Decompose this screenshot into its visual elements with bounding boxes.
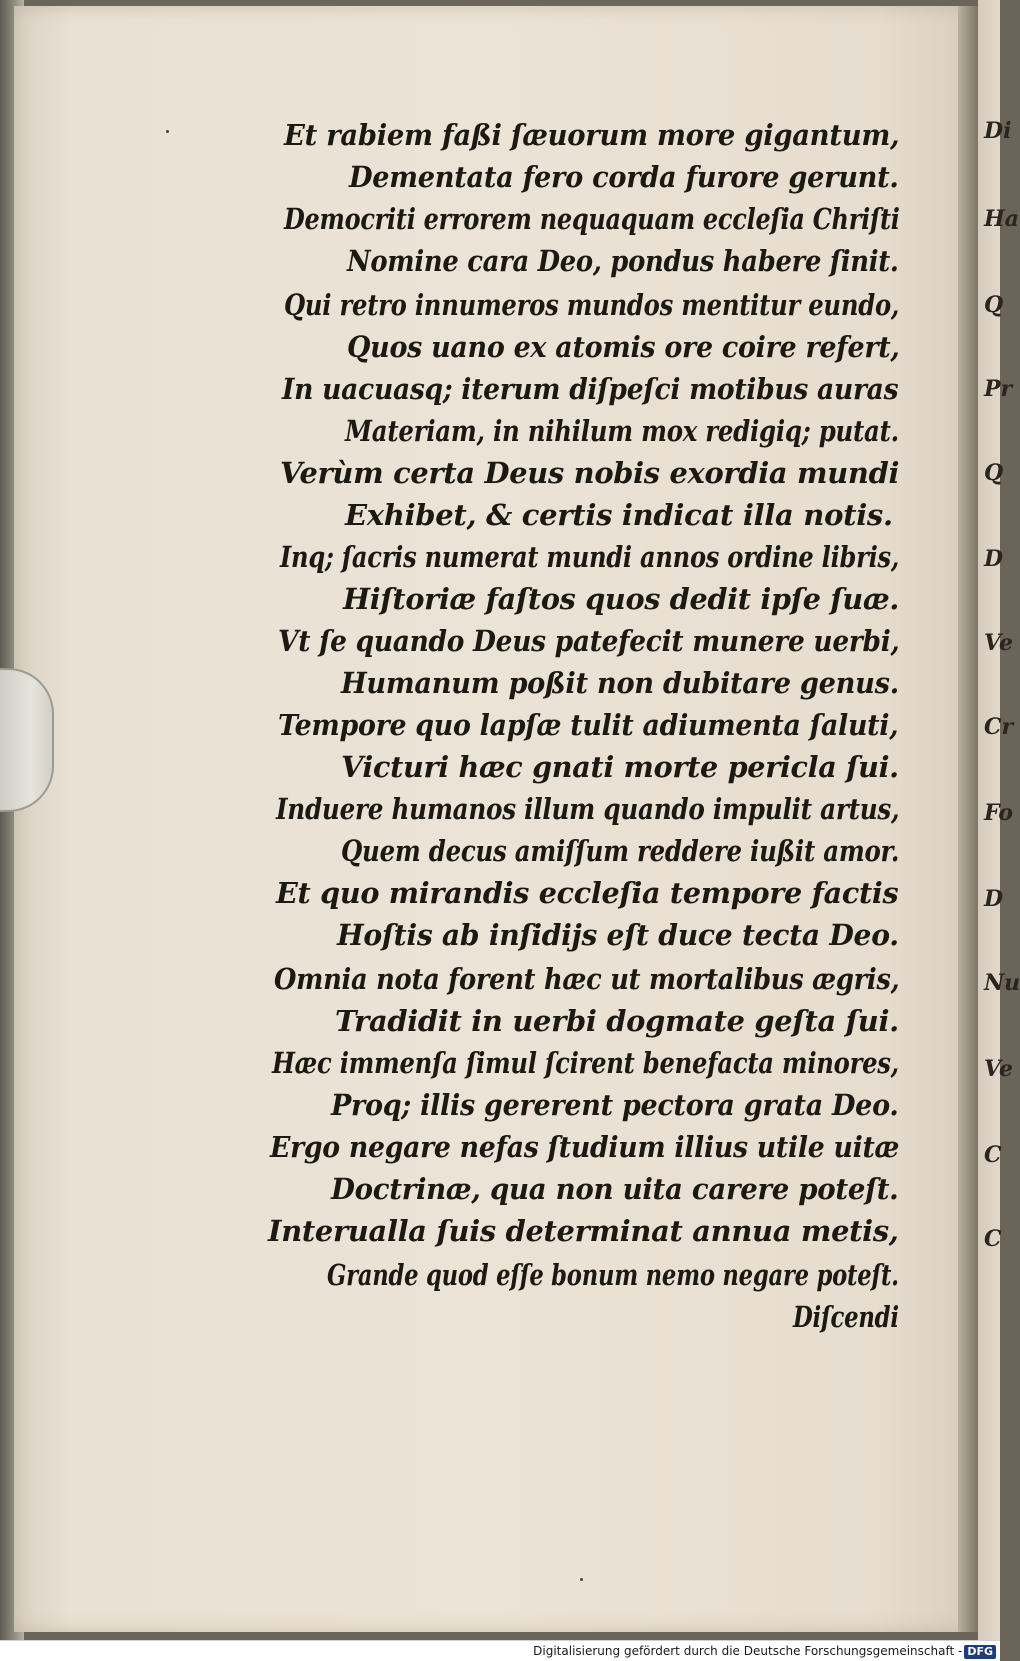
verse-line: Induere humanos illum quando impulit artus,: [276, 792, 900, 826]
verse-line: Tradidit in uerbi dogmate geſta ſui.: [335, 1004, 899, 1038]
verse-line: Exhibet, & certis indicat illa notis.: [345, 498, 893, 532]
verse-line: Vt ſe quando Deus patefecit munere uerbi,: [278, 624, 900, 658]
verse-line: Omnia nota forent hæc ut mortalibus ægris,: [274, 962, 900, 996]
digitization-footer: [0, 1640, 1000, 1661]
facing-page-letter: C: [984, 1226, 1002, 1252]
facing-page-letter: Cr: [984, 714, 1014, 740]
verse-line: Tempore quo lapſæ tulit adiumenta ſaluti,: [278, 708, 899, 742]
facing-page-letter: Ve: [984, 1056, 1014, 1082]
verse-line: Quos uano ex atomis ore coire refert,: [347, 330, 900, 364]
verse-line: Democriti errorem nequaquam eccleſia Chriſti: [284, 202, 900, 236]
verse-line: Et rabiem faßi ſæuorum more gigantum,: [284, 118, 900, 152]
verse-line: Humanum poßit non dubitare genus.: [341, 666, 899, 700]
facing-page-letter: Q: [984, 460, 1004, 486]
verse-block: [14, 6, 972, 1632]
verse-line: Dementata fero corda furore gerunt.: [349, 160, 899, 194]
verse-line: Interualla ſuis determinat annua metis,: [268, 1214, 899, 1248]
verse-line: Verùm certa Deus nobis exordia mundi: [280, 456, 900, 490]
facing-page-letter: Nu: [984, 970, 1020, 996]
verse-line: Grande quod eſſe bonum nemo negare poteſt.: [327, 1258, 899, 1292]
verse-line: Hoſtis ab inſidijs eſt duce tecta Deo.: [337, 918, 899, 952]
verse-line: Inq; ſacris numerat mundi annos ordine libris,: [280, 540, 899, 574]
ink-speck: [580, 1578, 583, 1581]
facing-page-letter: Di: [984, 118, 1012, 144]
facing-page-letter: Ve: [984, 630, 1014, 656]
verse-line: Hæc immenſa ſimul ſcirent benefacta minores,: [272, 1046, 899, 1080]
verse-line: Materiam, in nihilum mox redigiq; putat.: [345, 414, 899, 448]
verse-line: Nomine cara Deo, pondus habere ſinit.: [347, 244, 899, 278]
verse-line: Victuri hæc gnati morte pericla ſui.: [341, 750, 899, 784]
facing-page-letter: Ha: [984, 206, 1020, 232]
facing-page-letter: C: [984, 1142, 1002, 1168]
footer-credit: Digitalisierung gefördert durch die Deutsche Forschungsgemeinschaft -: [533, 1644, 963, 1658]
facing-page-letter: Pr: [984, 376, 1013, 402]
book-page: [14, 6, 972, 1632]
facing-page-letter: Q: [984, 292, 1004, 318]
verse-line: Proq; illis gererent pectora grata Deo.: [331, 1088, 899, 1122]
page-fore-edge: [958, 6, 978, 1632]
dfg-logo: DFG: [964, 1645, 996, 1659]
facing-page-strip: [978, 0, 1020, 1640]
verse-line: Hiſtoriæ faſtos quos dedit ipſe ſuæ.: [343, 582, 900, 616]
page-clip: [0, 668, 54, 812]
catchword: Diſcendi: [793, 1300, 899, 1334]
facing-page-letter: Fo: [984, 800, 1014, 826]
ink-speck: [166, 130, 169, 133]
verse-line: Doctrinæ, qua non uita carere poteſt.: [331, 1172, 899, 1206]
verse-line: Ergo negare nefas ſtudium illius utile uitæ: [270, 1130, 900, 1164]
facing-page-letter: D: [984, 886, 1004, 912]
verse-line: Qui retro innumeros mundos mentitur eundo,: [284, 288, 900, 322]
verse-line: In uacuasq; iterum diſpeſci motibus auras: [282, 372, 899, 406]
facing-page-letter: D: [984, 546, 1004, 572]
verse-line: Et quo mirandis eccleſia tempore factis: [276, 876, 899, 910]
verse-line: Quem decus amiſſum reddere iußit amor.: [341, 834, 900, 868]
